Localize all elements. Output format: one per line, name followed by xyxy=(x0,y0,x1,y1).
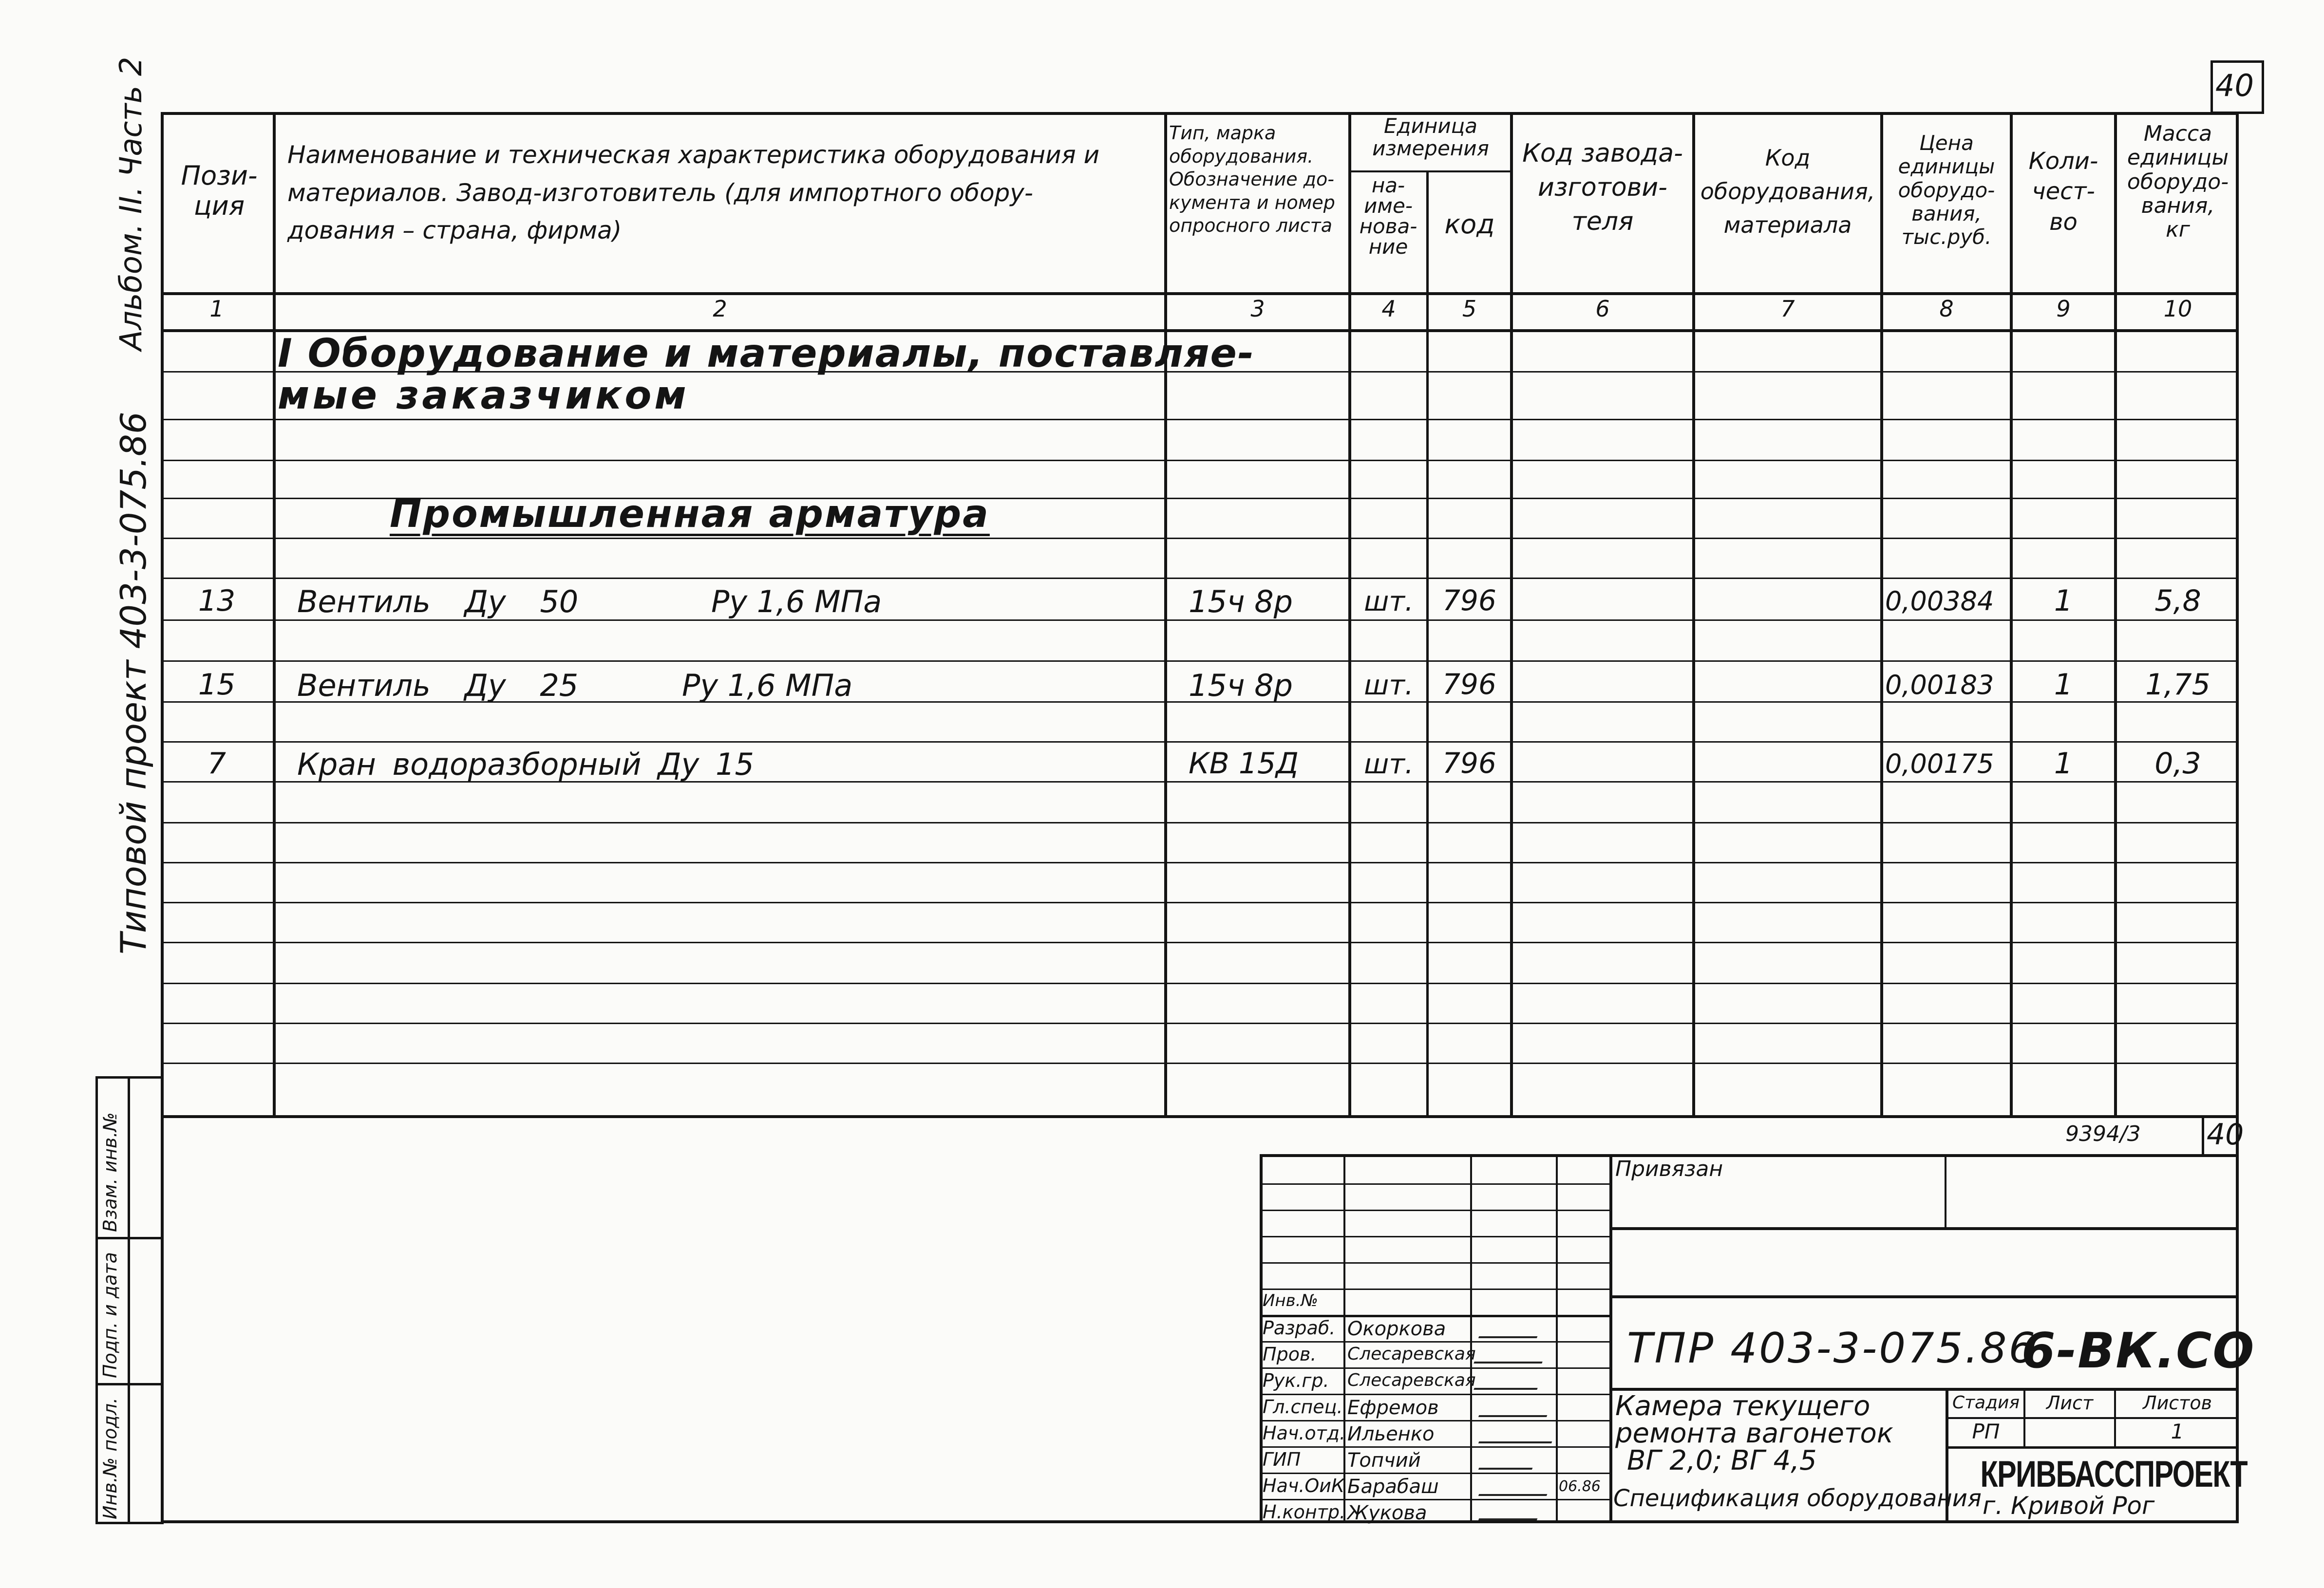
object-line1: Камера текущего xyxy=(1615,1390,1871,1422)
document-mark: 6-ВК.СО xyxy=(2022,1322,2255,1379)
role-label: Рук.гр. xyxy=(1263,1370,1329,1391)
header-name: Наименование и техническая характеристика оборудования и материалов. Завод-изготовитель (для импортного обору- дования – страна, фирма) xyxy=(287,141,1100,244)
row-pos: 13 xyxy=(198,584,236,618)
organization-city: г. Кривой Рог xyxy=(1983,1492,2155,1520)
drawing-frame xyxy=(161,112,2248,1523)
stamp-sign-label: Подп. и дата xyxy=(99,1252,121,1378)
col-number-9: 9 xyxy=(2056,296,2071,322)
row-pressure: Ру 1,6 МПа xyxy=(711,584,882,619)
row-pos: 15 xyxy=(198,668,236,702)
header-type: Тип, марка оборудования. Обозначение до- кумента и номер опросного листа xyxy=(1169,122,1335,236)
role-name: Слесаревская xyxy=(1347,1370,1476,1390)
col-number-8: 8 xyxy=(1939,296,1954,322)
stage-label: Стадия xyxy=(1952,1393,2020,1413)
section-title-line2: мые заказчиком xyxy=(278,373,689,418)
role-name: Слесаревская xyxy=(1347,1344,1476,1364)
row-type: 15ч 8р xyxy=(1189,584,1293,619)
row-mass: 0,3 xyxy=(2154,747,2201,781)
row-pos: 7 xyxy=(207,747,227,781)
sheet-label: Лист xyxy=(2046,1392,2094,1414)
header-factory-code: Код завода- изготови- теля xyxy=(1522,139,1683,237)
signature xyxy=(1478,1456,1537,1470)
role-name: Барабаш xyxy=(1347,1476,1439,1498)
role-name: Топчий xyxy=(1347,1449,1421,1472)
col-number-4: 4 xyxy=(1381,296,1396,322)
doc-page: 40 xyxy=(2207,1118,2244,1152)
header-unit-code: код xyxy=(1444,209,1495,240)
page-number: 40 xyxy=(2215,68,2254,103)
signature xyxy=(1478,1507,1542,1520)
organization-name: КРИВБАССПРОЕКТ xyxy=(1980,1454,2248,1495)
row-qty: 1 xyxy=(2054,747,2073,781)
row-code: 796 xyxy=(1442,584,1496,617)
stamp-replace-label: Взам. инв.№ xyxy=(99,1112,121,1232)
row-code: 796 xyxy=(1442,747,1496,780)
role-label: Пров. xyxy=(1263,1344,1317,1365)
role-label: Н.контр. xyxy=(1263,1501,1346,1523)
stamp-inv-label: Инв.№ подл. xyxy=(99,1397,121,1519)
col-number-1: 1 xyxy=(209,296,224,322)
role-date: 06.86 xyxy=(1559,1478,1601,1495)
sheets-value: 1 xyxy=(2171,1420,2184,1443)
row-price: 0,00183 xyxy=(1885,670,1994,700)
header-equip-code: Код оборудования, материала xyxy=(1700,145,1875,238)
document-title: Спецификация оборудования xyxy=(1613,1485,1982,1512)
row-type: 15ч 8р xyxy=(1189,668,1293,703)
album-label: Альбом. II. Часть 2 xyxy=(113,56,149,351)
role-name: Ефремов xyxy=(1347,1397,1439,1419)
role-name: Ильенко xyxy=(1347,1423,1435,1445)
tpr-number: ТПР 403-3-075.86 xyxy=(1627,1324,2038,1373)
row-unit: шт. xyxy=(1364,748,1414,780)
section-title-line1: I Оборудование и материалы, поставляе- xyxy=(278,331,1255,376)
col-number-7: 7 xyxy=(1780,296,1795,322)
role-label: Разраб. xyxy=(1263,1317,1336,1339)
role-label: Нач.отд. xyxy=(1263,1422,1346,1444)
row-mass: 5,8 xyxy=(2154,584,2201,618)
row-qty: 1 xyxy=(2054,668,2073,702)
signature xyxy=(1474,1351,1546,1364)
col-number-3: 3 xyxy=(1250,296,1265,322)
row-price: 0,00175 xyxy=(1885,748,1994,779)
header-pos: Пози- ция xyxy=(181,160,258,222)
signature xyxy=(1478,1482,1551,1496)
signature xyxy=(1478,1403,1551,1417)
col-number-5: 5 xyxy=(1462,296,1477,322)
row-qty: 1 xyxy=(2054,584,2073,618)
role-name: Жукова xyxy=(1347,1502,1427,1524)
doc-ref: 9394/3 xyxy=(2065,1121,2141,1146)
privyazan-label: Привязан xyxy=(1615,1157,1723,1181)
col-number-2: 2 xyxy=(713,296,727,322)
header-unit-name: на- име- нова- ние xyxy=(1359,173,1417,259)
col-number-6: 6 xyxy=(1595,296,1610,322)
inv-label: Инв.№ xyxy=(1263,1291,1318,1310)
row-name: Кран водоразборный Ду 15 xyxy=(297,747,754,782)
col-number-10: 10 xyxy=(2163,296,2192,322)
role-label: Нач.ОиК xyxy=(1263,1475,1344,1496)
signature xyxy=(1478,1325,1542,1338)
role-label: Гл.спец. xyxy=(1263,1396,1343,1418)
row-price: 0,00384 xyxy=(1885,586,1994,617)
row-unit: шт. xyxy=(1364,586,1414,617)
role-label: ГИП xyxy=(1263,1449,1301,1470)
object-line2: ремонта вагонеток xyxy=(1615,1418,1893,1449)
object-line3: ВГ 2,0; ВГ 4,5 xyxy=(1627,1445,1817,1476)
signature xyxy=(1474,1377,1541,1390)
project-label: Типовой проект 403-3-075.86 xyxy=(113,411,154,954)
row-name: Вентиль Ду 25 xyxy=(297,668,579,703)
row-unit: шт. xyxy=(1364,670,1414,701)
header-qty: Коли- чест- во xyxy=(2028,148,2098,236)
row-type: КВ 15Д xyxy=(1189,747,1299,781)
row-code: 796 xyxy=(1442,668,1496,701)
stage-value: РП xyxy=(1972,1420,2000,1443)
subsection-title: Промышленная арматура xyxy=(390,492,990,536)
row-mass: 1,75 xyxy=(2145,668,2211,702)
row-name: Вентиль Ду 50 xyxy=(297,584,579,619)
header-mass: Масса единицы оборудо- вания, кг xyxy=(2127,121,2229,243)
header-price: Цена единицы оборудо- вания, тыс.руб. xyxy=(1898,131,1995,249)
sheets-label: Листов xyxy=(2143,1392,2212,1414)
row-pressure: Ру 1,6 МПа xyxy=(682,668,853,703)
signature xyxy=(1478,1430,1556,1443)
role-name: Окоркова xyxy=(1347,1318,1446,1340)
header-unit-group: Единица измерения xyxy=(1372,114,1489,161)
